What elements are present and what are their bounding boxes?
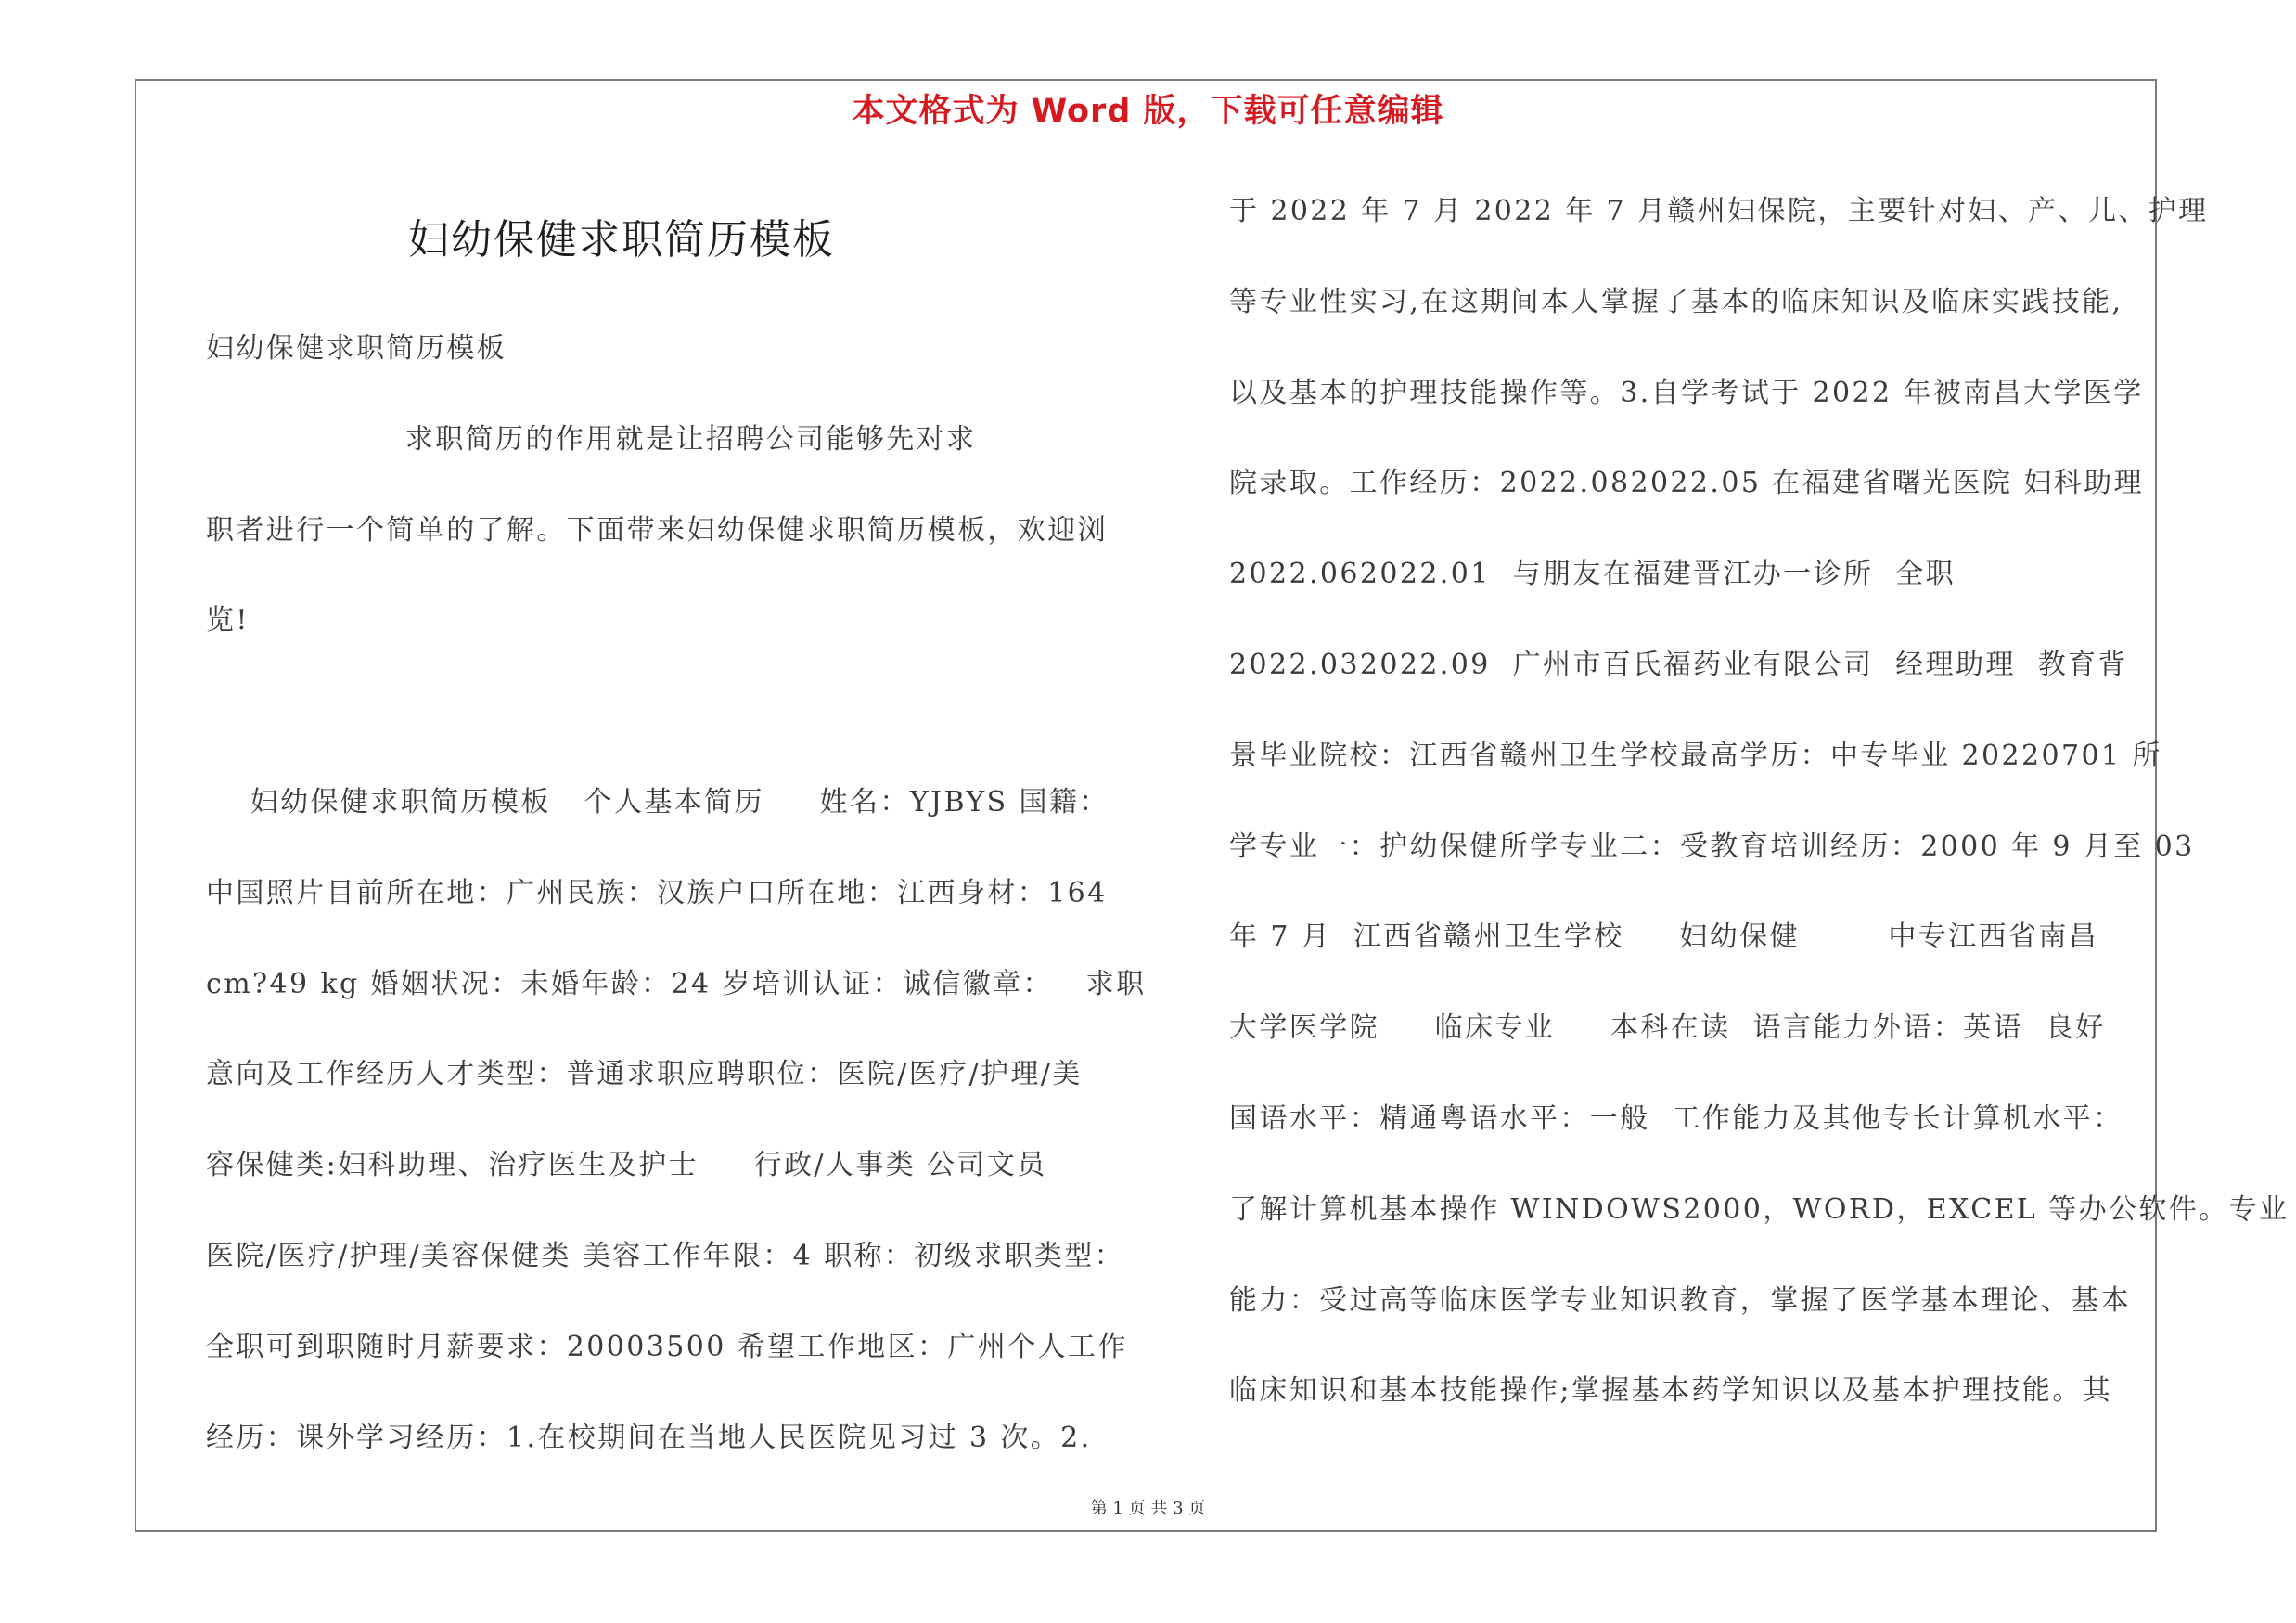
body-line: 景毕业院校：江西省赣州卫生学校最高学历：中专毕业 20220701 所 bbox=[1229, 739, 2162, 772]
body-line: 2022.062022.01 与朋友在福建晋江办一诊所 全职 bbox=[1229, 558, 1956, 591]
body-line: 能力：受过高等临床医学专业知识教育，掌握了医学基本理论、基本 bbox=[1229, 1283, 2131, 1317]
body-line: 以及基本的护理技能操作等。3.自学考试于 2022 年被南昌大学医学 bbox=[1229, 376, 2144, 409]
body-line: 容保健类:妇科助理、治疗医生及护士 行政/人事类 公司文员 bbox=[206, 1149, 1047, 1182]
body-line: 了解计算机基本操作 WINDOWS2000，WORD，EXCEL 等办公软件。专业 bbox=[1229, 1192, 2290, 1226]
body-line: 2022.032022.09 广州市百氏福药业有限公司 经理助理 教育背 bbox=[1229, 648, 2128, 681]
body-line: 等专业性实习,在这期间本人掌握了基本的临床知识及临床实践技能, bbox=[1229, 285, 2123, 318]
body-line: 学专业一：护幼保健所学专业二：受教育培训经历：2000 年 9 月至 03 bbox=[1229, 830, 2195, 863]
right-column bbox=[1229, 166, 2290, 1436]
body-line: 于 2022 年 7 月 2022 年 7 月赣州妇保院，主要针对妇、产、儿、护理 bbox=[1229, 195, 2209, 227]
body-line: 经历：课外学习经历：1.在校期间在当地人民医院见习过 3 次。2. bbox=[206, 1421, 1092, 1454]
left-column bbox=[206, 303, 1147, 1483]
body-line: 意向及工作经历人才类型：普通求职应聘职位：医院/医疗/护理/美 bbox=[206, 1058, 1083, 1091]
body-line: 年 7 月 江西省赣州卫生学校 妇幼保健 中专江西省南昌 bbox=[1229, 921, 2099, 954]
body-line: 医院/医疗/护理/美容保健类 美容工作年限：4 职称：初级求职类型： bbox=[206, 1239, 1125, 1272]
body-line: 国语水平：精通粤语水平：一般 工作能力及其他专长计算机水平： bbox=[1229, 1101, 2123, 1135]
body-line: 职者进行一个简单的了解。下面带来妇幼保健求职简历模板，欢迎浏 bbox=[206, 513, 1108, 547]
body-line: 求职简历的作用就是让招聘公司能够先对求 bbox=[206, 422, 977, 456]
body-line: 全职可到职随时月薪要求：20003500 希望工作地区：广州个人工作 bbox=[206, 1330, 1128, 1363]
body-line: 览! bbox=[206, 604, 250, 638]
body-line: 妇幼保健求职简历模板 个人基本简历 姓名：YJBYS 国籍： bbox=[206, 785, 1110, 818]
body-line: 中国照片目前所在地：广州民族：汉族户口所在地：江西身材：164 bbox=[206, 876, 1108, 909]
body-line: 临床知识和基本技能操作;掌握基本药学知识以及基本护理技能。其 bbox=[1229, 1374, 2113, 1408]
body-line: cm?49 kg 婚姻状况：未婚年龄：24 岁培训认证：诚信徽章： 求职 bbox=[206, 967, 1147, 1000]
body-line: 妇幼保健求职简历模板 bbox=[206, 332, 507, 365]
body-line: 大学医学院 临床专业 本科在读 语言能力外语：英语 良好 bbox=[1229, 1011, 2106, 1045]
blank-line bbox=[206, 666, 1143, 757]
document-title: 妇幼保健求职简历模板 bbox=[408, 216, 835, 264]
format-banner: 本文格式为 Word 版，下载可任意编辑 bbox=[852, 93, 1444, 130]
page-number-footer: 第 1 页 共 3 页 bbox=[1090, 1499, 1206, 1518]
body-line: 院录取。工作经历：2022.082022.05 在福建省曙光医院 妇科助理 bbox=[1229, 467, 2144, 500]
